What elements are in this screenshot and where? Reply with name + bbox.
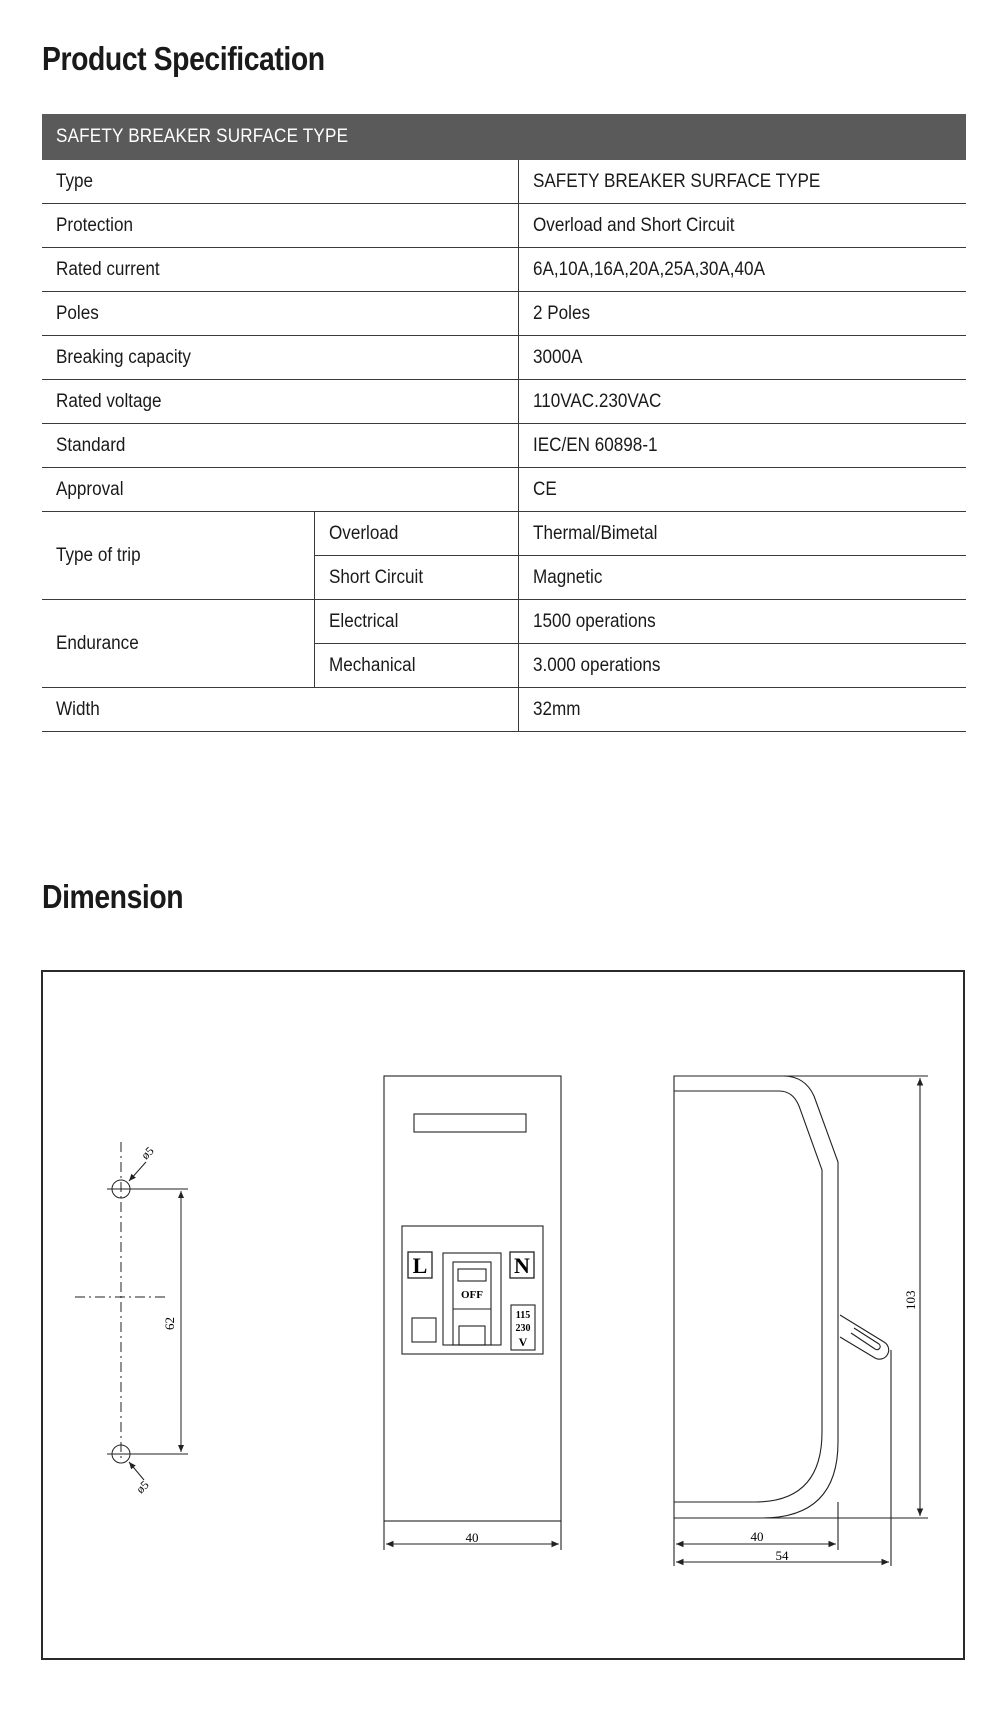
spec-label: Standard (42, 424, 518, 468)
table-row (42, 204, 966, 248)
side-body-outer (674, 1076, 838, 1518)
spec-sublabel: Overload (314, 512, 518, 556)
label-window (414, 1114, 526, 1132)
spec-label: Width (42, 688, 518, 732)
spec-value: 1500 operations (518, 600, 966, 644)
table-row (42, 380, 966, 424)
spec-value: Overload and Short Circuit (518, 204, 966, 248)
indicator-square (412, 1318, 436, 1342)
hole-spacing-label: 62 (162, 1317, 177, 1330)
voltage-unit-label: V (518, 1335, 528, 1349)
spec-value: 32mm (518, 688, 966, 732)
page-title: Product Specification (42, 40, 325, 77)
spec-value: Magnetic (518, 556, 966, 600)
spec-label: Type (42, 160, 518, 204)
spec-label: Rated current (42, 248, 518, 292)
dimension-title: Dimension (42, 878, 184, 915)
spec-label: Rated voltage (42, 380, 518, 424)
spec-value: 3.000 operations (518, 644, 966, 688)
spec-sublabel: Mechanical (314, 644, 518, 688)
spec-label: Endurance (42, 600, 314, 688)
hole-diameter-label: ø5 (138, 1143, 157, 1163)
dimension-drawing (41, 970, 965, 1660)
table-row (42, 688, 966, 732)
table-row (42, 468, 966, 512)
switch-bottom (459, 1326, 485, 1345)
table-row (42, 512, 966, 556)
spec-value: Thermal/Bimetal (518, 512, 966, 556)
hole-diameter-label: ø5 (133, 1477, 152, 1497)
spec-label: Breaking capacity (42, 336, 518, 380)
spec-label: Type of trip (42, 512, 314, 600)
side-height-label: 103 (903, 1290, 918, 1310)
table-header-row (42, 114, 966, 160)
table-row (42, 248, 966, 292)
spec-table (42, 114, 966, 732)
voltage-label-mid: 230 (515, 1323, 531, 1334)
table-header: SAFETY BREAKER SURFACE TYPE (42, 114, 966, 160)
front-width-label: 40 (465, 1530, 479, 1545)
spec-sublabel: Electrical (314, 600, 518, 644)
side-depth-outer-label: 54 (775, 1548, 789, 1563)
spec-sublabel: Short Circuit (314, 556, 518, 600)
spec-value: 6A,10A,16A,20A,25A,30A,40A (518, 248, 966, 292)
table-row (42, 600, 966, 644)
leader-line (129, 1462, 144, 1480)
leader-line (129, 1162, 146, 1181)
neutral-terminal-label: N (514, 1253, 530, 1278)
table-row (42, 336, 966, 380)
spec-value: 110VAC.230VAC (518, 380, 966, 424)
front-view (384, 1076, 561, 1550)
switch-top (458, 1269, 486, 1281)
spec-value: 2 Poles (518, 292, 966, 336)
live-terminal-label: L (412, 1253, 428, 1278)
spec-value: IEC/EN 60898-1 (518, 424, 966, 468)
side-body-inner (674, 1091, 822, 1502)
spec-value: SAFETY BREAKER SURFACE TYPE (518, 160, 966, 204)
side-depth-inner-label: 40 (750, 1529, 764, 1544)
side-view (674, 1076, 928, 1566)
voltage-label-top: 115 (515, 1310, 531, 1321)
table-row (42, 160, 966, 204)
spec-label: Approval (42, 468, 518, 512)
table-row (42, 292, 966, 336)
spec-label: Poles (42, 292, 518, 336)
table-row (42, 424, 966, 468)
spec-label: Protection (42, 204, 518, 248)
spec-value: CE (518, 468, 966, 512)
spec-value: 3000A (518, 336, 966, 380)
toggle-lever (840, 1315, 889, 1359)
mounting-holes-view (75, 1142, 188, 1480)
switch-off-label: OFF (461, 1289, 483, 1301)
